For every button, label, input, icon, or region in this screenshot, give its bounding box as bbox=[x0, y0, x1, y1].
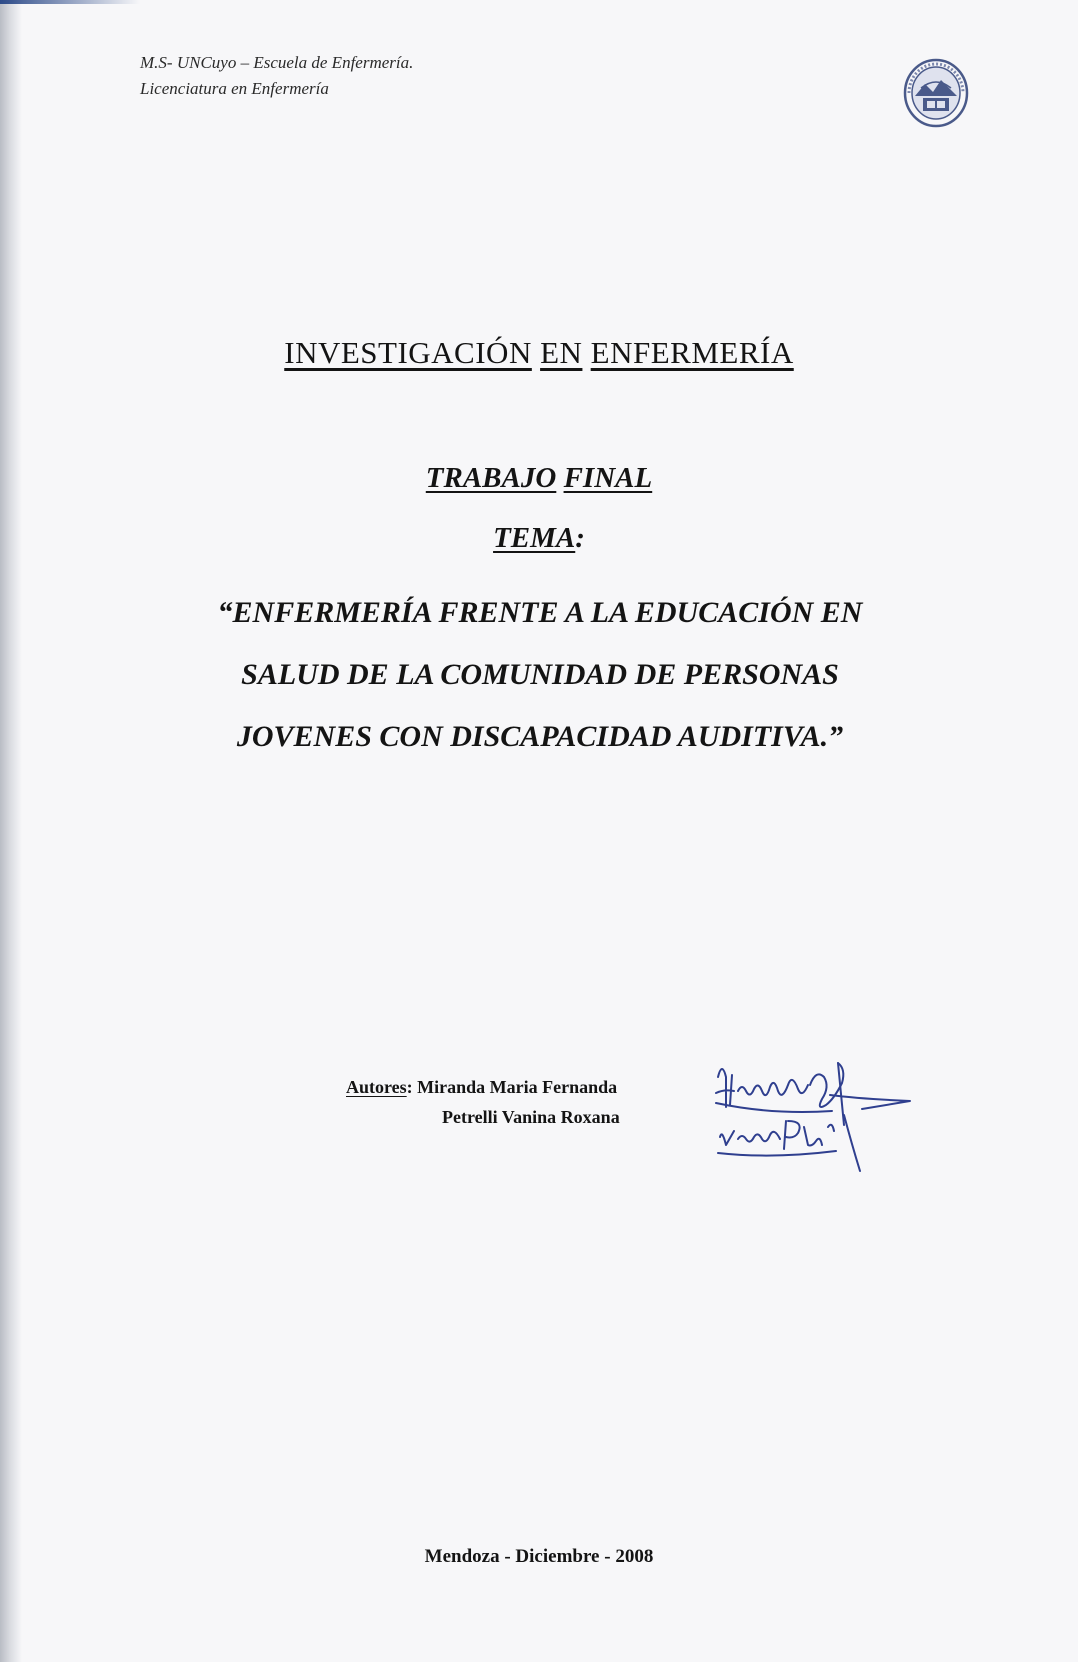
authors-label: Autores bbox=[346, 1077, 407, 1097]
thesis-topic bbox=[130, 582, 950, 768]
authors-block bbox=[346, 1072, 620, 1132]
title-word-2: EN bbox=[540, 335, 583, 370]
work-type-heading bbox=[0, 462, 1078, 495]
header-line-institution: M.S- UNCuyo – Escuela de Enfermería. bbox=[140, 53, 414, 72]
binding-shadow bbox=[0, 0, 22, 1662]
topic-line-2: SALUD DE LA COMUNIDAD DE PERSONAS bbox=[241, 658, 839, 691]
tema-heading bbox=[0, 522, 1078, 555]
document-title bbox=[0, 335, 1078, 371]
scan-edge bbox=[0, 0, 140, 4]
trabajo-word-2: FINAL bbox=[563, 462, 653, 494]
title-word-3: ENFERMERÍA bbox=[590, 335, 794, 370]
topic-line-3: JOVENES CON DISCAPACIDAD AUDITIVA.” bbox=[236, 720, 844, 753]
university-seal-icon bbox=[903, 58, 969, 128]
handwritten-signatures bbox=[712, 1055, 922, 1175]
author-name-1: Miranda Maria Fernanda bbox=[417, 1077, 618, 1097]
topic-line-1: “ENFERMERÍA FRENTE A LA EDUCACIÓN EN bbox=[217, 596, 863, 629]
trabajo-word-1: TRABAJO bbox=[425, 462, 557, 494]
author-row-1 bbox=[346, 1072, 620, 1102]
author-name-2: Petrelli Vanina Roxana bbox=[442, 1107, 620, 1127]
place-date: Mendoza - Diciembre - 2008 bbox=[424, 1546, 654, 1567]
institution-header bbox=[140, 50, 413, 102]
title-word-1: INVESTIGACIÓN bbox=[284, 335, 532, 370]
author-row-2 bbox=[346, 1102, 620, 1132]
tema-colon: : bbox=[575, 522, 585, 554]
tema-label: TEMA bbox=[493, 522, 576, 554]
header-line-degree: Licenciatura en Enfermería bbox=[140, 79, 329, 98]
authors-colon: : bbox=[406, 1077, 413, 1097]
